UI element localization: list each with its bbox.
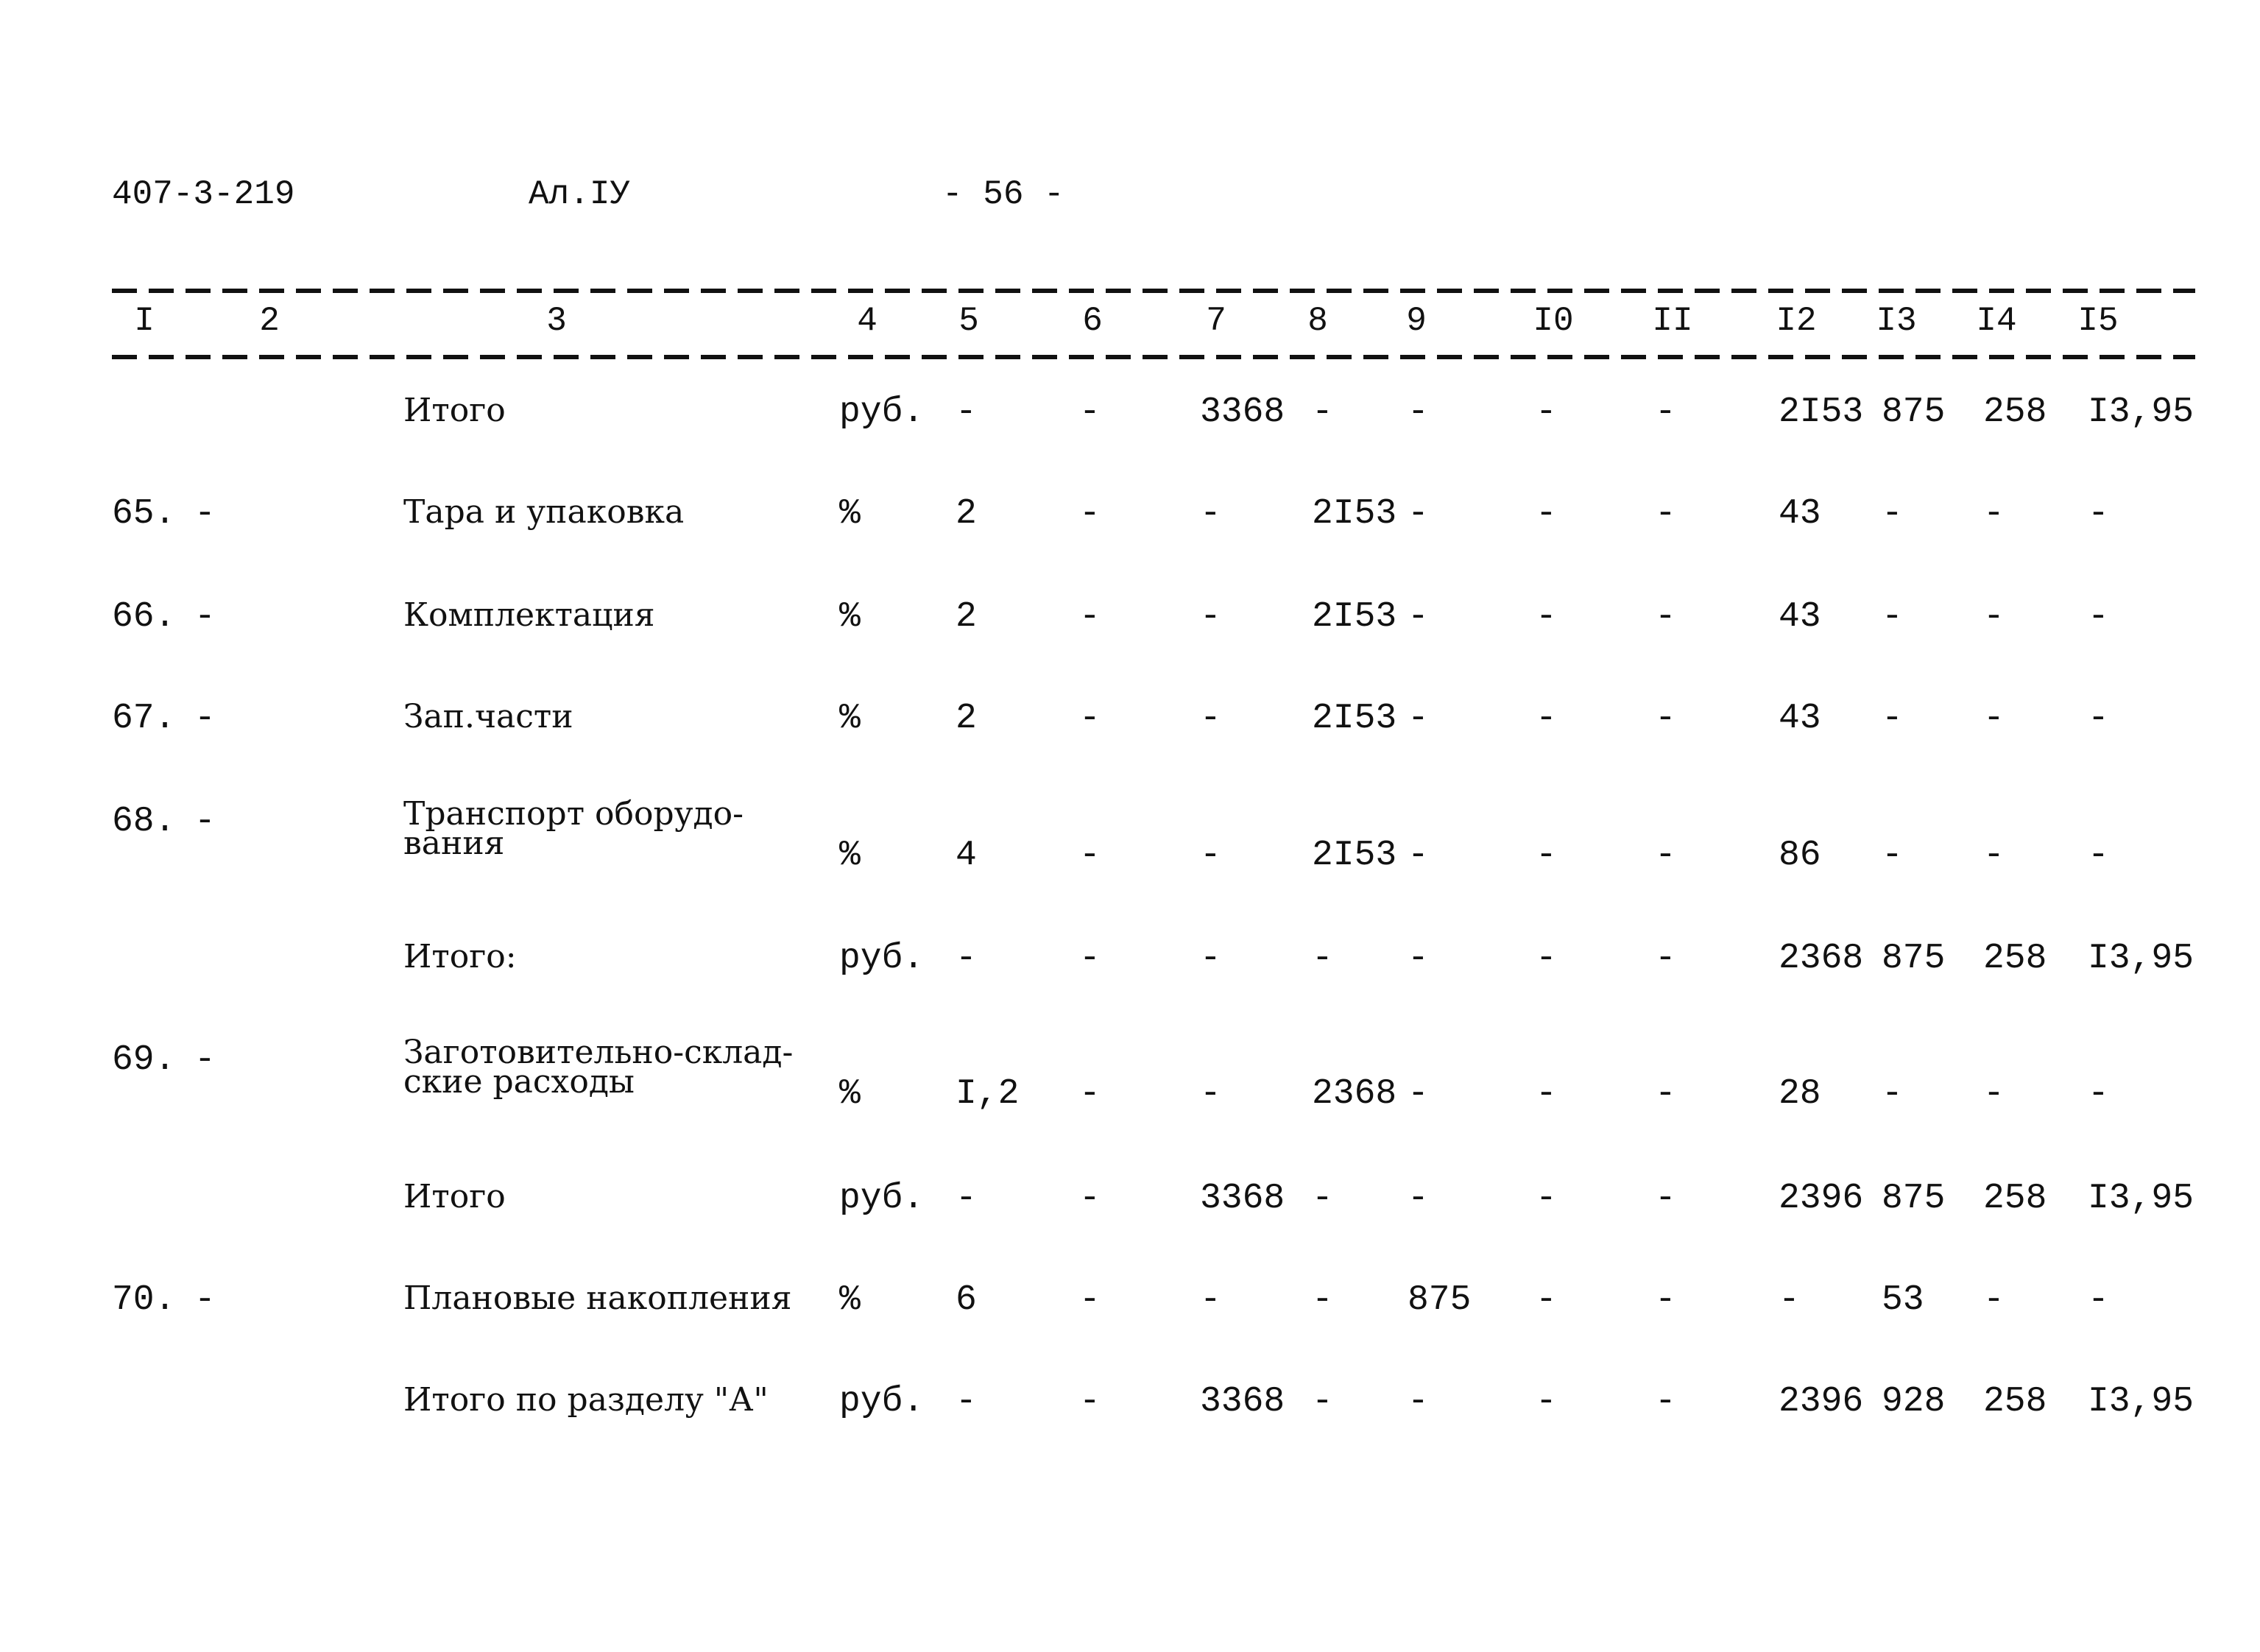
cell-c14: - [1983,597,2005,637]
table-header-rule [112,355,2195,359]
cell-unit: % [839,494,861,534]
col-header-13: I3 [1876,302,1917,340]
cell-name: Итого: [403,938,517,975]
col-header-6: 6 [1082,302,1103,340]
col-header-2: 2 [259,302,280,340]
cell-c6: - [1079,1280,1101,1320]
cell-c6: - [1079,1382,1101,1422]
cell-c10: - [1536,392,1557,432]
cell-c12: 43 [1779,597,1821,637]
cell-c15: - [2088,1074,2109,1114]
cell-c11: - [1655,1280,1676,1320]
cell-c14: 258 [1983,1382,2047,1422]
col-header-15: I5 [2077,302,2119,340]
album-number: Ал.IУ [529,175,631,213]
cell-c7: - [1200,939,1221,978]
cell-num: 67. [112,699,176,738]
cell-c7: - [1200,494,1221,534]
cell-c7: - [1200,699,1221,738]
cell-c15: I3,95 [2088,939,2194,978]
col-header-5: 5 [958,302,979,340]
cell-c2: - [194,1280,216,1320]
col-header-14: I4 [1976,302,2017,340]
cell-c10: - [1536,1074,1557,1114]
cell-c6: - [1079,699,1101,738]
cell-c2: - [194,699,216,738]
cell-c14: 258 [1983,939,2047,978]
cell-c11: - [1655,939,1676,978]
cell-c8: 2I53 [1312,597,1397,637]
cell-c7: 3368 [1200,1382,1285,1422]
col-header-10: I0 [1533,302,1574,340]
cell-c15: - [2088,699,2109,738]
cell-c13: 875 [1882,1179,1946,1218]
cell-c15: - [2088,1280,2109,1320]
cell-c10: - [1536,1382,1557,1422]
cell-c9: - [1408,836,1429,875]
cell-c6: - [1079,1074,1101,1114]
cell-unit: руб. [839,939,925,978]
cell-num: 69. [112,1040,176,1080]
cell-c5: 2 [956,597,977,637]
cell-c12: 86 [1779,836,1821,875]
cell-c13: 875 [1882,939,1946,978]
cell-num: 70. [112,1280,176,1320]
cell-c7: 3368 [1200,392,1285,432]
cell-name: Итого по разделу "А" [403,1381,769,1419]
cell-c13: - [1882,494,1903,534]
cell-c11: - [1655,1382,1676,1422]
cell-c9: - [1408,939,1429,978]
cell-unit: % [839,1280,861,1320]
cell-c13: - [1882,597,1903,637]
cell-c12: 28 [1779,1074,1821,1114]
cell-c8: 2368 [1312,1074,1397,1114]
cell-c6: - [1079,939,1101,978]
cell-c7: - [1200,1280,1221,1320]
cell-c9: - [1408,597,1429,637]
cell-c8: - [1312,1280,1333,1320]
cell-unit: руб. [839,1179,925,1218]
col-header-3: 3 [546,302,567,340]
cell-c5: - [956,939,977,978]
cell-c12: 43 [1779,494,1821,534]
cell-name: Транспорт оборудо- вания [403,795,744,863]
cell-c11: - [1655,494,1676,534]
cell-c8: - [1312,1382,1333,1422]
cell-c9: - [1408,1074,1429,1114]
cell-c12: - [1779,1280,1800,1320]
cell-c7: - [1200,1074,1221,1114]
cell-c13: 928 [1882,1382,1946,1422]
cell-c10: - [1536,1179,1557,1218]
cell-name: Комплектация [403,596,655,634]
cell-c6: - [1079,392,1101,432]
cell-name: Зап.части [403,698,573,735]
cell-c8: 2I53 [1312,699,1397,738]
col-header-7: 7 [1206,302,1226,340]
cell-name: Итого [403,392,506,429]
cell-c13: - [1882,1074,1903,1114]
cell-unit: руб. [839,1382,925,1422]
cell-c2: - [194,1040,216,1080]
cell-c6: - [1079,1179,1101,1218]
cell-c8: - [1312,392,1333,432]
cell-c9: - [1408,1179,1429,1218]
cell-c6: - [1079,597,1101,637]
cell-c15: - [2088,836,2109,875]
cell-c5: 2 [956,494,977,534]
cell-c5: 6 [956,1280,977,1320]
cell-name: Итого [403,1178,506,1215]
table-top-rule [112,289,2195,293]
cell-name: Плановые накопления [403,1279,792,1317]
cell-c9: - [1408,699,1429,738]
cell-c8: 2I53 [1312,494,1397,534]
cell-c15: I3,95 [2088,392,2194,432]
cell-c6: - [1079,836,1101,875]
cell-c13: - [1882,836,1903,875]
cell-c8: 2I53 [1312,836,1397,875]
cell-c9: - [1408,392,1429,432]
cell-num: 65. [112,494,176,534]
cell-c5: - [956,1382,977,1422]
cell-c12: 2396 [1779,1179,1864,1218]
document-code: 407-3-219 [112,175,295,213]
cell-c15: - [2088,597,2109,637]
cell-c7: - [1200,597,1221,637]
cell-c10: - [1536,939,1557,978]
cell-num: 68. [112,802,176,841]
cell-c11: - [1655,597,1676,637]
cell-c13: 53 [1882,1280,1924,1320]
cell-c15: I3,95 [2088,1382,2194,1422]
cell-c9: - [1408,494,1429,534]
cell-c7: - [1200,836,1221,875]
cell-c11: - [1655,836,1676,875]
cell-c13: - [1882,699,1903,738]
col-header-12: I2 [1776,302,1817,340]
cell-c11: - [1655,699,1676,738]
cell-c5: I,2 [956,1074,1020,1114]
cell-c7: 3368 [1200,1179,1285,1218]
cell-name: Тара и упаковка [403,493,685,531]
page-number: - 56 - [942,175,1064,213]
cell-c9: 875 [1408,1280,1472,1320]
cell-c5: - [956,1179,977,1218]
cell-c14: 258 [1983,392,2047,432]
cell-c10: - [1536,699,1557,738]
cell-c15: I3,95 [2088,1179,2194,1218]
col-header-9: 9 [1406,302,1427,340]
cell-c14: - [1983,494,2005,534]
cell-c14: - [1983,1280,2005,1320]
cell-c12: 2368 [1779,939,1864,978]
cell-c6: - [1079,494,1101,534]
cell-c11: - [1655,1074,1676,1114]
cell-name: Заготовительно-склад- ские расходы [403,1034,794,1101]
cell-unit: % [839,836,861,875]
col-header-11: II [1652,302,1693,340]
cell-c11: - [1655,1179,1676,1218]
cell-c12: 2I53 [1779,392,1864,432]
cell-c14: - [1983,1074,2005,1114]
cell-num: 66. [112,597,176,637]
cell-c13: 875 [1882,392,1946,432]
cell-c10: - [1536,836,1557,875]
cell-c14: - [1983,699,2005,738]
cell-unit: % [839,699,861,738]
cell-c10: - [1536,1280,1557,1320]
cell-c10: - [1536,597,1557,637]
col-header-1: I [134,302,155,340]
cell-c5: - [956,392,977,432]
cell-c9: - [1408,1382,1429,1422]
cell-c5: 4 [956,836,977,875]
cell-c14: - [1983,836,2005,875]
cell-c11: - [1655,392,1676,432]
cell-c8: - [1312,939,1333,978]
cell-unit: % [839,1074,861,1114]
cell-c15: - [2088,494,2109,534]
cell-c12: 2396 [1779,1382,1864,1422]
col-header-8: 8 [1307,302,1328,340]
cell-c2: - [194,802,216,841]
col-header-4: 4 [857,302,877,340]
cell-c10: - [1536,494,1557,534]
cell-c2: - [194,597,216,637]
cell-c8: - [1312,1179,1333,1218]
cell-c14: 258 [1983,1179,2047,1218]
cell-c12: 43 [1779,699,1821,738]
cell-unit: % [839,597,861,637]
cell-c5: 2 [956,699,977,738]
cell-unit: руб. [839,392,925,432]
cell-c2: - [194,494,216,534]
